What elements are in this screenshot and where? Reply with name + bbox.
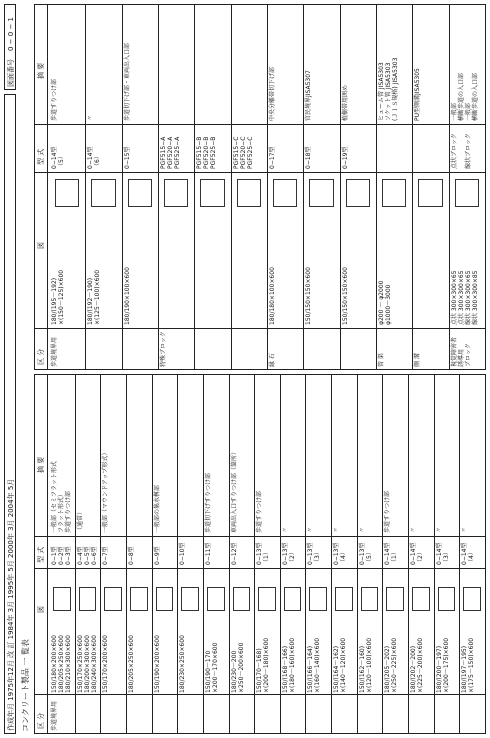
left-size: 180/(205〜202) ×(250〜225)×600 — [384, 637, 399, 693]
row-divider — [434, 375, 435, 733]
col-biko: 摘 要 — [37, 456, 45, 473]
row-divider — [412, 5, 413, 369]
product-figure — [91, 179, 115, 207]
left-note: 歩道切下げすりつけ部 — [204, 472, 212, 533]
product-figure — [455, 179, 479, 207]
right-cat: 側 溝 — [414, 353, 422, 367]
left-size: 150/170×200×600 — [102, 635, 110, 693]
product-figure — [284, 587, 302, 611]
left-size: 150/(166〜164) ×(160〜140)×600 — [307, 637, 322, 693]
product-figure — [309, 179, 333, 207]
product-figure — [128, 179, 152, 207]
row-divider — [231, 5, 232, 369]
product-figure — [382, 179, 406, 207]
left-type: 0−1型 0−2型 0−3型 — [51, 546, 72, 565]
section-title: コンクリート製品 一 覧表 — [21, 639, 30, 732]
left-note: 一般部の集水桝部 — [153, 484, 161, 533]
row-divider — [152, 375, 153, 733]
r-col-kata: 型 式 — [37, 148, 45, 165]
product-figure — [200, 179, 224, 207]
left-note: 〃 — [358, 526, 366, 533]
right-type: 0−14型 （6） — [87, 146, 102, 169]
right-table — [34, 4, 486, 370]
left-note: 一般部（マウンドアップ形式） — [102, 449, 110, 533]
right-type: 0−17型 — [269, 146, 276, 169]
product-figure — [335, 587, 353, 611]
revision-history: 作成年月 1975年12月 改 訂 1984年 3月 1995年 5月 2000年 3月 2004年 5月 — [7, 478, 15, 731]
product-figure — [438, 587, 456, 611]
left-type: 0−14型 （1） — [384, 542, 399, 565]
row-divider — [203, 375, 204, 733]
col-zu: 図 — [37, 606, 45, 613]
row-divider — [303, 5, 304, 369]
row-divider — [122, 5, 123, 369]
left-type: 0−14型 （4） — [461, 542, 476, 565]
left-size: 150/190〜170 ×200〜170×600 — [204, 642, 219, 693]
left-size: 180/205×250×600 — [127, 635, 135, 693]
right-cat: 歩道境界用 — [51, 336, 58, 367]
left-note: 歩道すりつけ部 — [256, 490, 264, 533]
left-size: 150/180×200×600 180/205×250×600 180/210×300×600 — [51, 635, 72, 693]
right-size: 180/190×100×600 — [123, 267, 131, 325]
row-divider — [126, 375, 127, 733]
left-type: 0−11型 — [204, 542, 212, 565]
product-figure — [412, 587, 430, 611]
row-divider — [408, 375, 409, 733]
row-divider — [75, 375, 76, 733]
drawing-number-label: 図面番号 — [7, 59, 15, 87]
right-type: PGF515−A PGF520−A PGF525−A — [160, 136, 181, 169]
left-type: 0−13型 （5） — [358, 542, 373, 565]
left-category: 歩道境界用 — [51, 700, 58, 731]
left-size: 150/(162〜160) ×(120〜100)×600 — [358, 637, 373, 693]
left-size: 150/170×250×600 180/200×300×600 180/240×300×600 — [76, 635, 98, 693]
left-type: 0−7型 — [102, 546, 110, 565]
history-bar — [4, 94, 16, 734]
right-type: 0−18型 — [305, 146, 313, 169]
right-size: 150/150×150×600 — [305, 267, 313, 325]
left-type: 0−10型 — [179, 542, 187, 565]
left-note: 〃 — [435, 526, 443, 533]
right-cat: 特殊ブロック — [160, 331, 167, 367]
left-size: 150/(164〜162) ×(140〜120)×600 — [333, 637, 348, 693]
row-divider — [485, 375, 486, 733]
right-note: 官民境界JISA5307 — [305, 70, 313, 121]
left-note: 〃 — [333, 526, 341, 533]
right-note: 植樹帯用囲め — [341, 84, 349, 121]
product-figure — [164, 179, 188, 207]
r-col-kubun: 区 分 — [37, 348, 45, 365]
right-type: 点状ブロック 線状ブロック — [450, 133, 472, 169]
product-figure — [346, 179, 370, 207]
row-divider — [331, 375, 332, 733]
product-figure — [55, 179, 79, 207]
row-divider — [485, 5, 486, 369]
right-type: 0−14型 （5） — [51, 146, 65, 169]
row-divider — [158, 5, 159, 369]
product-figure — [309, 587, 327, 611]
product-figure — [207, 587, 225, 611]
left-size: 180/(200〜197) ×(200〜175)×600 — [435, 637, 450, 693]
left-type: 0−9型 — [153, 546, 161, 565]
left-table — [34, 374, 486, 734]
product-figure — [156, 587, 174, 611]
right-note: 中央分離帯切下げ部 — [269, 66, 276, 121]
right-note: 〃 — [87, 114, 95, 121]
left-size: 180/230×250×600 — [179, 635, 187, 693]
right-cat: 縁 石 — [269, 353, 276, 367]
left-type: 0−13型 （2） — [281, 542, 296, 565]
right-note: PU型側溝JISA5305 — [414, 68, 422, 121]
row-divider — [449, 5, 450, 369]
row-divider — [229, 375, 230, 733]
product-figure — [130, 587, 148, 611]
right-size: 180/180×100×600 — [269, 267, 276, 325]
row-divider — [280, 375, 281, 733]
product-figure — [386, 587, 404, 611]
right-size: 点状 300×300×65 点状 300×300×65 線状 300×300×65 線状 300×300×85 — [450, 270, 479, 325]
drawing-number: 0 − 0 − 1 — [7, 17, 15, 51]
left-type: 0−14型 （3） — [435, 542, 450, 565]
row-divider — [340, 5, 341, 369]
right-type: PGF515−C PGF520−C PGF525−C — [232, 136, 254, 169]
row-divider — [194, 5, 195, 369]
product-figure — [53, 587, 71, 611]
right-size: 180/(195〜192) ×(150〜125)×600 — [51, 269, 65, 325]
row-divider — [357, 375, 358, 733]
left-note: 〃 — [307, 526, 315, 533]
product-figure — [361, 587, 379, 611]
right-type: 0−19型 — [341, 146, 349, 169]
drawing-number-box — [4, 4, 16, 90]
right-type: PGF515−B PGF520−B PGF525−B — [196, 136, 218, 169]
right-cat: 視覚障害者 誘導用 ブロック — [450, 336, 472, 367]
row-divider — [267, 5, 268, 369]
right-size: φ200 〜 φ2000 φ1000〜3000 — [378, 280, 392, 325]
product-figure — [463, 587, 481, 611]
left-type: 0−12型 — [230, 542, 238, 565]
product-figure — [79, 587, 97, 611]
right-size: 180/(192〜190) ×(125〜100)×600 — [87, 269, 102, 325]
product-figure — [181, 587, 199, 611]
left-note: 車両出入口すりつけ部（箇所） — [230, 448, 238, 533]
left-type: 0−13型 （4） — [333, 542, 348, 565]
product-figure — [237, 179, 261, 207]
left-note: 〃 — [410, 526, 418, 533]
row-divider — [376, 5, 377, 369]
right-size: 150/150×150×600 — [341, 267, 349, 325]
left-size: 180/(202〜200) ×(225〜200)×600 — [410, 637, 425, 693]
left-note: 一般部（セミフラット形式 フラット形式） 歩道すりつけ部 — [51, 461, 72, 533]
left-type: 0−14型 （2） — [410, 542, 425, 565]
left-size: 150/170〜168) ×(200〜180)×600 — [256, 637, 271, 693]
left-note: 〃 — [281, 526, 289, 533]
col-kubun: 区 分 — [37, 712, 45, 729]
right-type: 0−15型 — [123, 146, 131, 169]
left-size: 150/190×200×600 — [153, 635, 161, 693]
r-col-zu: 図 — [37, 242, 45, 249]
left-note: 〃 — [461, 526, 469, 533]
left-type: 0−4型 0−5型 0−6型 — [76, 546, 98, 565]
right-note: 歩道すりつけ部 — [51, 78, 58, 121]
left-type: 0−8型 — [127, 546, 135, 565]
col-kata: 型 式 — [37, 546, 45, 563]
left-note: 歩道すりつけ部 — [384, 490, 392, 533]
product-figure — [233, 587, 251, 611]
left-size: 180/(197〜195) ×(175〜150)×600 — [461, 637, 476, 693]
right-cat: 管 渠 — [378, 353, 385, 367]
right-note: 一般部 横断歩道の入口部 一般部 横断歩道の入口部 — [450, 72, 479, 121]
left-size: 150/(168〜166) ×(180〜160)×600 — [281, 637, 296, 693]
left-type: 0−13型 （3） — [307, 542, 322, 565]
product-figure — [418, 179, 442, 207]
right-note: ヒューム管 JISA5303 ソケット管 JISA5303 (ＪＩＳ規格) JISA5303 — [378, 57, 399, 121]
row-divider — [85, 5, 86, 369]
left-type: 0−13型 （1） — [256, 542, 271, 565]
r-col-biko: 摘 要 — [37, 62, 45, 79]
right-note: 歩道切下げ部・車両出入口部 — [123, 42, 131, 121]
product-figure — [273, 179, 297, 207]
left-note: （通常） — [76, 508, 84, 533]
left-size: 180/230〜200 ×250〜200×600 — [230, 642, 245, 693]
product-figure — [258, 587, 276, 611]
product-figure — [104, 587, 122, 611]
